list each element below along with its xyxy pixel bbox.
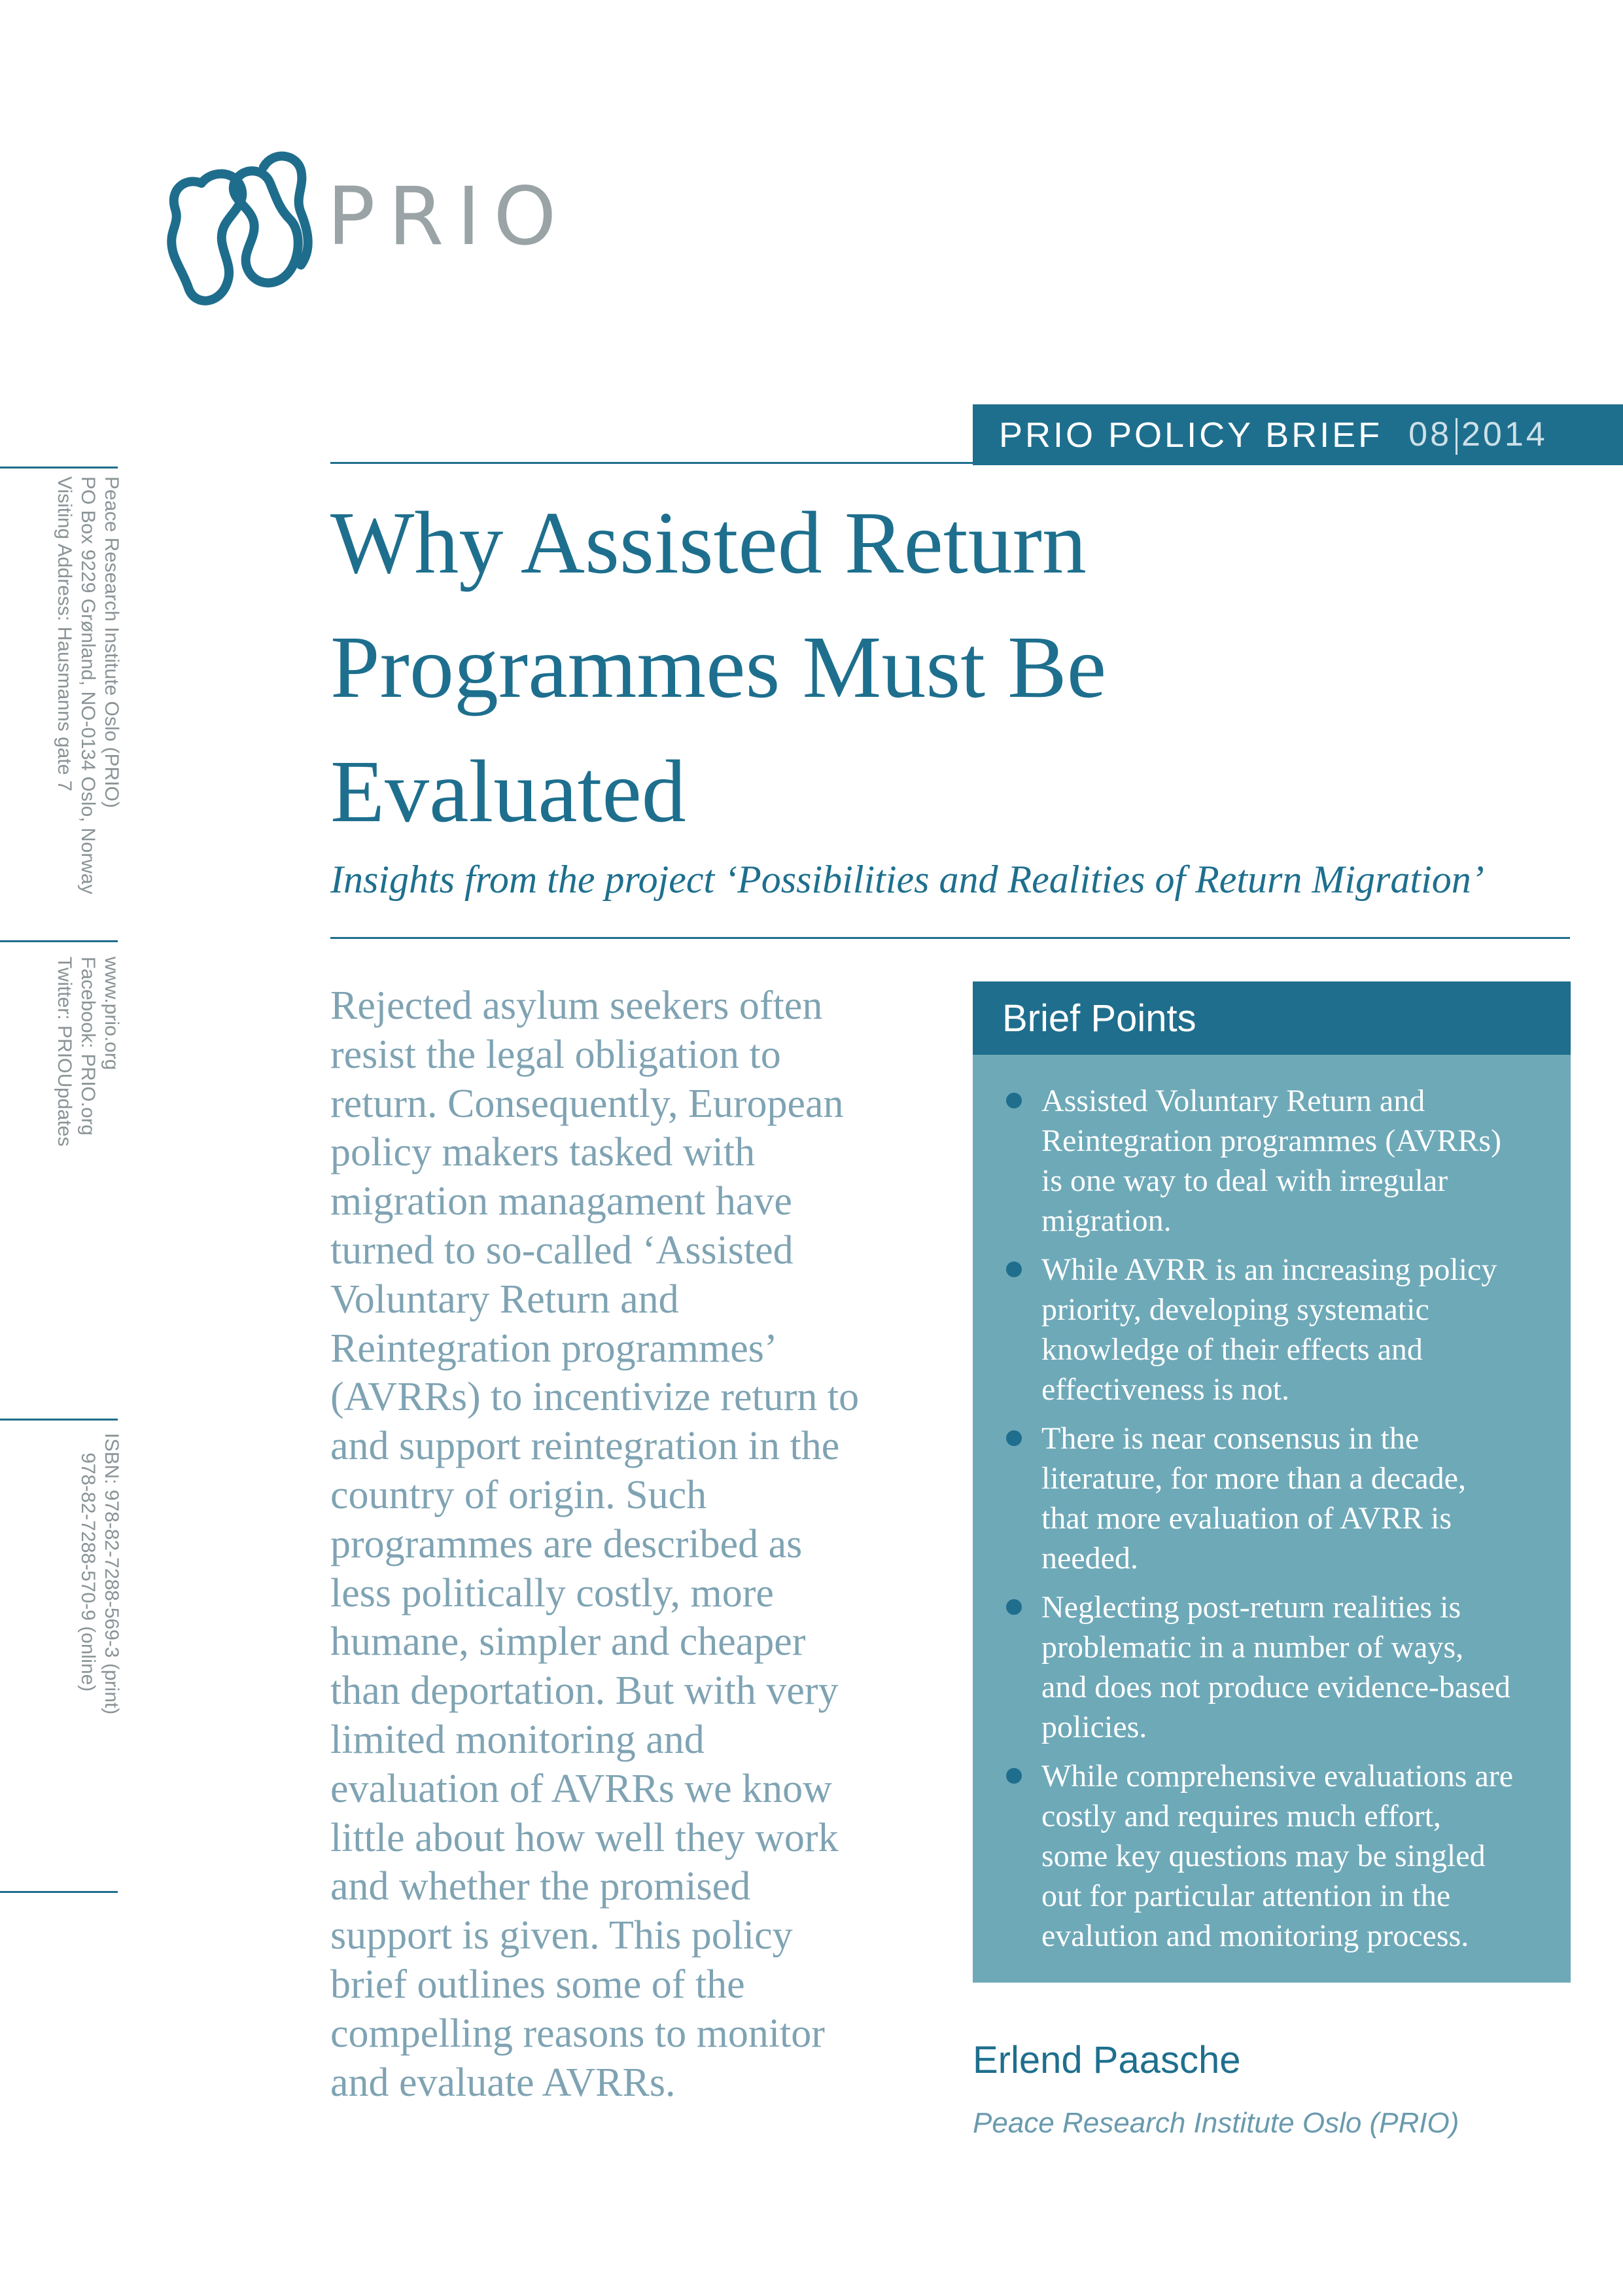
sidebar-isbn-line: ISBN: 978-82-7288-569-3 (print) bbox=[101, 1433, 122, 1715]
intro-line: evaluation of AVRRs we know bbox=[330, 1766, 832, 1811]
policy-brief-banner bbox=[973, 404, 1623, 465]
brief-point-line: and does not produce evidence-based bbox=[1041, 1670, 1511, 1704]
banner-label: PRIO POLICY BRIEF bbox=[999, 415, 1383, 455]
intro-line: Reintegration programmes’ bbox=[330, 1326, 778, 1371]
subtitle-rule bbox=[330, 937, 1570, 939]
banner-year: 2014 bbox=[1461, 415, 1548, 453]
sidebar-web-line[interactable]: www.prio.org bbox=[101, 957, 122, 1070]
brief-point-line: There is near consensus in the bbox=[1041, 1421, 1420, 1456]
intro-line: compelling reasons to monitor bbox=[330, 2011, 825, 2056]
bullet-icon bbox=[1006, 1599, 1022, 1615]
sidebar-web-line[interactable]: Facebook: PRIO.org bbox=[77, 957, 99, 1136]
intro-line: resist the legal obligation to bbox=[330, 1032, 781, 1077]
intro-line: support is given. This policy bbox=[330, 1913, 793, 1958]
sidebar-address-line: Peace Research Institute Oslo (PRIO) bbox=[101, 476, 122, 808]
intro-line: brief outlines some of the bbox=[330, 1962, 745, 2007]
intro-line: Voluntary Return and bbox=[330, 1277, 679, 1322]
brief-point bbox=[973, 1081, 1571, 1241]
brief-point-line: Reintegration programmes (AVRRs) bbox=[1041, 1123, 1502, 1158]
title-line: Why Assisted Return bbox=[330, 494, 1087, 592]
rail-divider bbox=[0, 467, 118, 468]
brief-point bbox=[973, 1250, 1571, 1409]
brief-point-line: that more evaluation of AVRR is bbox=[1041, 1501, 1452, 1536]
intro-text bbox=[330, 981, 939, 2107]
brief-point-line: is one way to deal with irregular bbox=[1041, 1163, 1448, 1198]
intro-line: and evaluate AVRRs. bbox=[330, 2060, 676, 2105]
intro-line: return. Consequently, European bbox=[330, 1081, 844, 1126]
bullet-icon bbox=[1006, 1768, 1022, 1784]
brief-point-line: out for particular attention in the bbox=[1041, 1879, 1451, 1913]
banner-separator bbox=[1456, 418, 1457, 455]
intro-line: little about how well they work bbox=[330, 1815, 839, 1860]
rail-divider bbox=[0, 1891, 118, 1893]
brief-point-line: policies. bbox=[1041, 1710, 1147, 1744]
banner-issue bbox=[1408, 415, 1548, 455]
intro-line: turned to so-called ‘Assisted bbox=[330, 1227, 794, 1273]
intro-line: policy makers tasked with bbox=[330, 1130, 756, 1175]
brief-point-line: evalution and monitoring process. bbox=[1041, 1918, 1469, 1953]
intro-line: (AVRRs) to incentivize return to bbox=[330, 1375, 860, 1420]
brief-point-line: some key questions may be singled bbox=[1041, 1839, 1486, 1873]
brief-points-list bbox=[973, 1055, 1571, 1956]
brief-point-line: literature, for more than a decade, bbox=[1041, 1461, 1466, 1496]
brief-point bbox=[973, 1756, 1571, 1956]
brief-point-line: costly and requires much effort, bbox=[1041, 1799, 1441, 1833]
intro-line: than deportation. But with very bbox=[330, 1669, 839, 1714]
rail-divider bbox=[0, 940, 118, 942]
brief-point bbox=[973, 1587, 1571, 1747]
author-affiliation: Peace Research Institute Oslo (PRIO) bbox=[973, 2107, 1459, 2139]
title-line: Evaluated bbox=[330, 743, 686, 841]
bullet-icon bbox=[1006, 1262, 1022, 1277]
intro-line: limited monitoring and bbox=[330, 1717, 705, 1762]
page-subtitle: Insights from the project ‘Possibilities and Realities of Return Migration’ bbox=[330, 858, 1484, 901]
intro-line: and support reintegration in the bbox=[330, 1424, 840, 1469]
brief-point-line: migration. bbox=[1041, 1203, 1172, 1238]
intro-line: migration managament have bbox=[330, 1179, 792, 1224]
author-name: Erlend Paasche bbox=[973, 2039, 1241, 2081]
intro-line: programmes are described as bbox=[330, 1521, 803, 1566]
sidebar-address-line: PO Box 9229 Grønland, NO-0134 Oslo, Norway bbox=[77, 476, 99, 894]
banner-rule bbox=[330, 462, 1623, 464]
brief-points-box bbox=[973, 981, 1571, 1983]
brief-point-line: While comprehensive evaluations are bbox=[1041, 1759, 1514, 1793]
brief-point-line: Assisted Voluntary Return and bbox=[1041, 1084, 1425, 1118]
sidebar-address bbox=[52, 476, 123, 894]
brief-point-line: While AVRR is an increasing policy bbox=[1041, 1252, 1497, 1287]
sidebar-web-line[interactable]: Twitter: PRIOUpdates bbox=[54, 957, 75, 1147]
rail-divider bbox=[0, 1419, 118, 1421]
bullet-icon bbox=[1006, 1093, 1022, 1108]
prio-wordmark: PRIO bbox=[327, 170, 570, 263]
banner-number: 08 bbox=[1408, 415, 1452, 453]
intro-line: Rejected asylum seekers often bbox=[330, 983, 823, 1028]
bullet-icon bbox=[1006, 1430, 1022, 1446]
brief-point bbox=[973, 1419, 1571, 1578]
brief-point-line: Neglecting post-return realities is bbox=[1041, 1590, 1461, 1625]
brief-point-line: problematic in a number of ways, bbox=[1041, 1630, 1464, 1665]
brief-points-heading: Brief Points bbox=[973, 981, 1571, 1055]
title-line: Programmes Must Be bbox=[330, 618, 1107, 716]
intro-line: humane, simpler and cheaper bbox=[330, 1619, 806, 1665]
sidebar-isbn bbox=[76, 1433, 123, 1714]
brief-point-line: needed. bbox=[1041, 1541, 1138, 1576]
sidebar-web bbox=[52, 957, 123, 1146]
intro-line: and whether the promised bbox=[330, 1864, 751, 1909]
page-title bbox=[330, 481, 1573, 854]
brief-point-line: effectiveness is not. bbox=[1041, 1372, 1290, 1407]
intro-line: country of origin. Such bbox=[330, 1472, 707, 1517]
brief-point-line: knowledge of their effects and bbox=[1041, 1332, 1423, 1367]
sidebar-address-line: Visiting Address: Hausmanns gate 7 bbox=[54, 476, 75, 792]
intro-line: less politically costly, more bbox=[330, 1570, 774, 1616]
sidebar-isbn-line: 978-82-7288-570-9 (online) bbox=[77, 1453, 99, 1692]
brief-point-line: priority, developing systematic bbox=[1041, 1292, 1429, 1327]
